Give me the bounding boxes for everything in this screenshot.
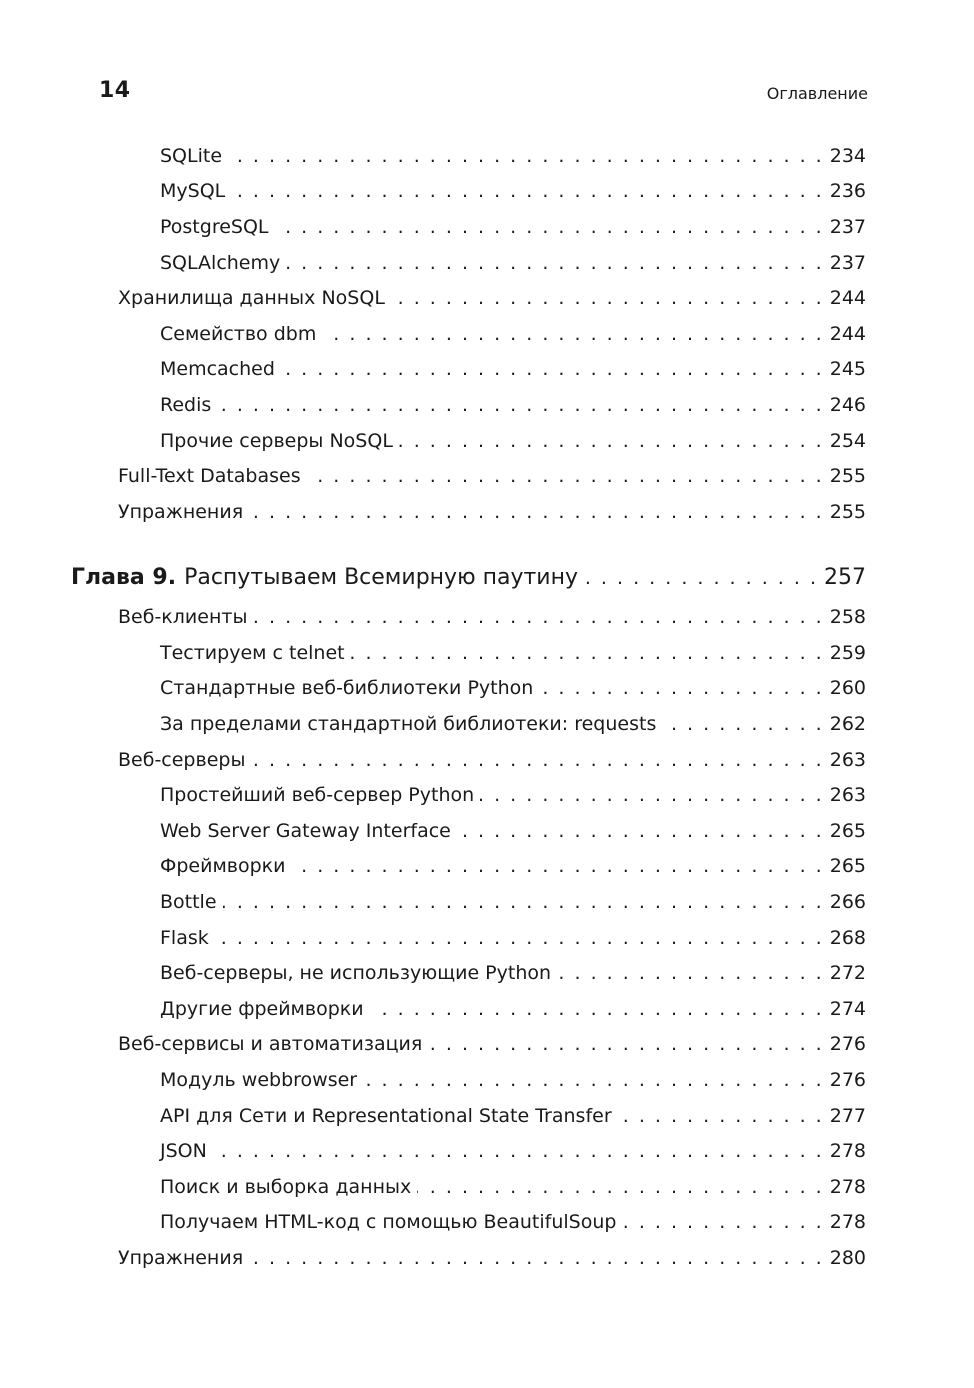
dot-leader <box>249 497 824 527</box>
toc-entry-title: За пределами стандартной библиотеки: requests <box>160 713 657 735</box>
toc-entry[interactable] <box>160 1101 866 1131</box>
toc-entry-title: JSON <box>160 1140 207 1162</box>
dot-leader <box>217 390 823 420</box>
toc-entry-title: Хранилища данных NoSQL <box>118 287 385 309</box>
toc-entry-page: 274 <box>829 998 866 1020</box>
toc-entry[interactable] <box>160 958 866 988</box>
toc-entry-page: 277 <box>829 1105 866 1127</box>
toc-entry[interactable] <box>160 1136 866 1166</box>
toc-entry-page: 255 <box>829 465 866 487</box>
toc-entry-page: 237 <box>829 252 866 274</box>
toc-entry[interactable] <box>118 461 866 491</box>
dot-leader <box>286 248 823 278</box>
toc-entry-title: Memcached <box>160 358 275 380</box>
toc-entry[interactable] <box>160 354 866 384</box>
toc-entry-title: Тестируем с telnet <box>160 642 345 664</box>
dot-leader <box>228 141 824 171</box>
toc-entry[interactable] <box>118 745 866 775</box>
chapter-label: Глава 9. <box>71 565 177 590</box>
toc-entry-title: Стандартные веб-библиотеки Python <box>160 677 534 699</box>
dot-leader <box>391 283 824 313</box>
toc-entry-title: Простейший веб-сервер Python <box>160 784 475 806</box>
toc-entry-page: 244 <box>829 323 866 345</box>
toc-entry-page: 278 <box>829 1140 866 1162</box>
toc-entry-page: 260 <box>829 677 866 699</box>
toc-entry-page: 237 <box>829 216 866 238</box>
toc-entry-title: Веб-сервисы и автоматизация <box>118 1033 423 1055</box>
dot-leader <box>215 923 824 953</box>
dot-leader <box>231 176 823 206</box>
toc-entry[interactable] <box>160 673 866 703</box>
toc-entry-title: Упражнения <box>118 501 244 523</box>
toc-entry-title: SQLite <box>160 145 223 167</box>
toc-entry-page: 263 <box>829 749 866 771</box>
toc-entry-title: Web Server Gateway Interface <box>160 820 451 842</box>
toc-entry-page: 265 <box>829 820 866 842</box>
toc-entry-title: Семейство dbm <box>160 323 317 345</box>
toc-entry[interactable] <box>118 1243 866 1273</box>
dot-leader <box>539 673 823 703</box>
dot-leader <box>363 1065 824 1095</box>
toc-entry-page: 265 <box>829 855 866 877</box>
toc-entry[interactable] <box>160 709 866 739</box>
toc-entry-page: 272 <box>829 962 866 984</box>
toc-entry-page: 258 <box>829 606 866 628</box>
toc-entry-title: Full-Text Databases <box>118 465 301 487</box>
dot-leader <box>557 958 824 988</box>
toc-entry-title: API для Сети и Representational State Transfer <box>160 1105 612 1127</box>
toc-entry-title: Поиск и выборка данных <box>160 1176 412 1198</box>
dot-leader <box>249 1243 824 1273</box>
toc-entry-title: Веб-серверы, не использующие Python <box>160 962 552 984</box>
toc-entry-title: SQLAlchemy <box>160 252 281 274</box>
toc-entry-page: 278 <box>829 1211 866 1233</box>
toc-entry[interactable] <box>160 1065 866 1095</box>
toc-entry-title: Прочие серверы NoSQL <box>160 430 393 452</box>
dot-leader <box>457 816 824 846</box>
toc-entry[interactable] <box>118 497 866 527</box>
dot-leader <box>251 745 823 775</box>
toc-entry-page: 255 <box>829 501 866 523</box>
dot-leader <box>584 563 818 593</box>
dot-leader <box>223 887 824 917</box>
toc-entry[interactable] <box>160 923 866 953</box>
toc-entry[interactable] <box>160 176 866 206</box>
dot-leader <box>618 1101 824 1131</box>
dot-leader <box>351 638 824 668</box>
running-head: Оглавление <box>766 84 868 103</box>
toc-entry[interactable] <box>160 887 866 917</box>
dot-leader <box>322 319 823 349</box>
toc-entry-page: 280 <box>829 1247 866 1269</box>
dot-leader <box>417 1172 823 1202</box>
toc-entry-page: 278 <box>829 1176 866 1198</box>
toc-entry-page: 262 <box>829 713 866 735</box>
toc-entry-page: 257 <box>824 565 866 590</box>
toc-entry-title: Модуль webbrowser <box>160 1069 358 1091</box>
dot-leader <box>213 1136 824 1166</box>
toc-entry-page: 246 <box>829 394 866 416</box>
dot-leader <box>622 1207 823 1237</box>
toc-entry[interactable] <box>160 248 866 278</box>
toc-entry-title: Получаем HTML-код с помощью BeautifulSoup <box>160 1211 617 1233</box>
dot-leader <box>480 780 824 810</box>
toc-entry[interactable] <box>118 1029 866 1059</box>
toc-entry-page: 268 <box>829 927 866 949</box>
toc-entry-page: 234 <box>829 145 866 167</box>
toc-entry[interactable] <box>160 816 866 846</box>
dot-leader <box>428 1029 823 1059</box>
toc-entry-title: PostgreSQL <box>160 216 269 238</box>
toc-entry-page: 236 <box>829 180 866 202</box>
toc-entry[interactable] <box>160 851 866 881</box>
toc-entry-title: Распутываем Всемирную паутину <box>184 565 578 590</box>
dot-leader <box>275 212 824 242</box>
toc-entry-title: Другие фреймворки <box>160 998 364 1020</box>
dot-leader <box>370 994 824 1024</box>
toc-entry[interactable] <box>160 994 866 1024</box>
toc-entry-page: 254 <box>829 430 866 452</box>
dot-leader <box>307 461 824 491</box>
toc-entry[interactable] <box>160 1172 866 1202</box>
toc-entry-title: Bottle <box>160 891 217 913</box>
dot-leader <box>662 709 823 739</box>
toc-entry[interactable] <box>160 212 866 242</box>
page-number: 14 <box>99 78 131 103</box>
toc-entry[interactable] <box>160 426 866 456</box>
toc-entry-title: MySQL <box>160 180 226 202</box>
toc-entry-page: 245 <box>829 358 866 380</box>
toc-entry-page: 276 <box>829 1069 866 1091</box>
dot-leader <box>253 602 823 632</box>
toc-entry[interactable] <box>160 1207 866 1237</box>
toc-entry[interactable] <box>160 638 866 668</box>
toc-entry[interactable] <box>118 283 866 313</box>
toc-entry-title: Веб-клиенты <box>118 606 248 628</box>
toc-entry-page: 276 <box>829 1033 866 1055</box>
toc-entry-page: 259 <box>829 642 866 664</box>
toc-entry-page: 263 <box>829 784 866 806</box>
toc-entry-page: 244 <box>829 287 866 309</box>
toc-chapter-entry[interactable] <box>71 563 866 593</box>
toc-entry[interactable] <box>160 390 866 420</box>
dot-leader <box>292 851 824 881</box>
toc-entry[interactable] <box>118 602 866 632</box>
toc-entry-title: Веб-серверы <box>118 749 246 771</box>
toc-entry-title: Фреймворки <box>160 855 286 877</box>
dot-leader <box>399 426 824 456</box>
dot-leader <box>281 354 824 384</box>
toc-entry[interactable] <box>160 319 866 349</box>
toc-entry-title: Flask <box>160 927 209 949</box>
toc-entry[interactable] <box>160 141 866 171</box>
toc-entry[interactable] <box>160 780 866 810</box>
toc-entry-title: Упражнения <box>118 1247 244 1269</box>
toc-entry-page: 266 <box>829 891 866 913</box>
toc-entry-title: Redis <box>160 394 212 416</box>
